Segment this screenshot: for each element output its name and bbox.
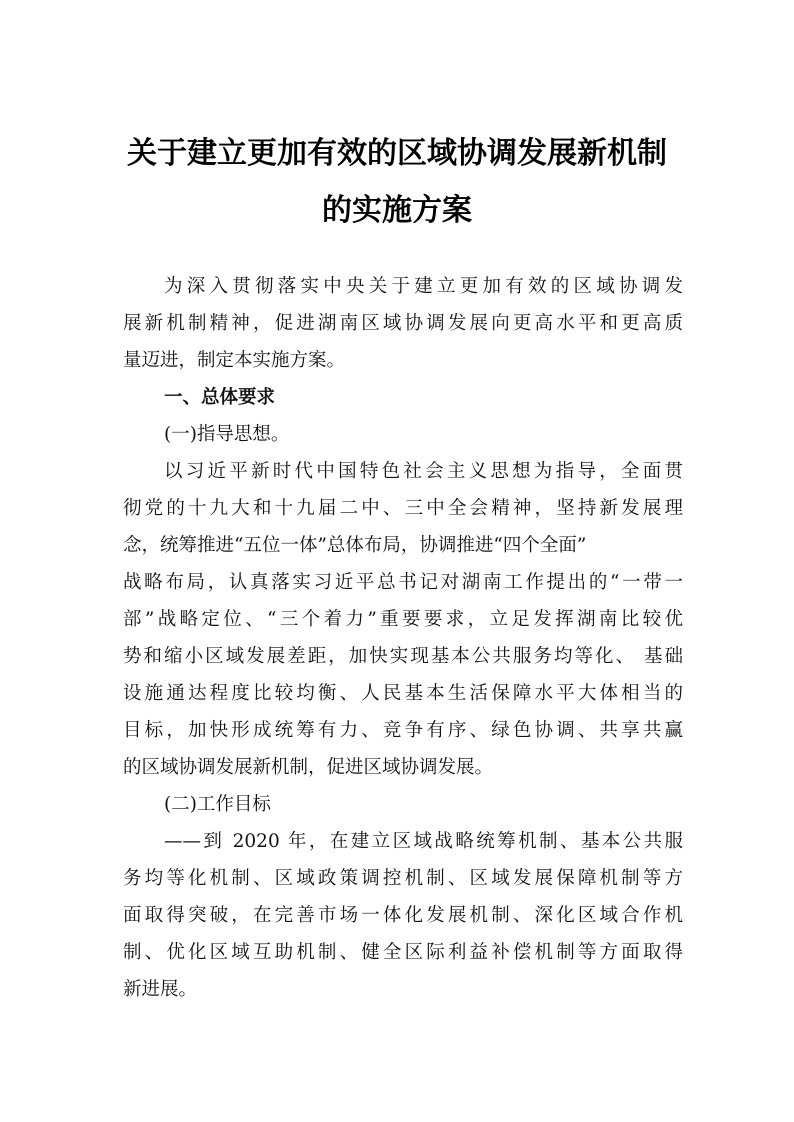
paragraph-line: 为深入贯彻落实中央关于建立更加有效的区域协调发: [164, 276, 683, 297]
paragraph-line: 展新机制精神，促进湖南区域协调发展向更高水平和更高质: [123, 313, 683, 334]
document-body: [123, 268, 683, 1008]
section-heading: 一、总体要求: [164, 387, 276, 408]
subsection-heading: (一)指导思想。: [164, 424, 290, 445]
paragraph-line: 部”战略定位、“三个着力”重要要求，立足发挥湖南比较优: [123, 609, 683, 630]
paragraph-line: 量迈进，制定本实施方案。: [123, 350, 346, 371]
document-title-line-2: 的实施方案: [322, 193, 472, 228]
paragraph-line: ——到 2020 年，在建立区域战略统筹机制、基本公共服: [164, 831, 683, 852]
paragraph-line: 以习近平新时代中国特色社会主义思想为指导，全面贯: [164, 461, 683, 482]
paragraph-line: 面取得突破，在完善市场一体化发展机制、深化区域合作机: [123, 905, 683, 926]
paragraph-line: 彻党的十九大和十九届二中、三中全会精神，坚持新发展理: [123, 498, 683, 519]
paragraph-line: 战略布局，认真落实习近平总书记对湖南工作提出的“一带一: [123, 572, 683, 593]
paragraph-line: 新进展。: [123, 979, 198, 1000]
subsection-heading: (二)工作目标: [164, 794, 271, 815]
paragraph-line: 念，统筹推进“五位一体”总体布局，协调推进“四个全面”: [123, 535, 587, 556]
paragraph-line: 制、优化区域互助机制、健全区际利益补偿机制等方面取得: [123, 942, 683, 963]
paragraph-line: 设施通达程度比较均衡、人民基本生活保障水平大体相当的: [123, 683, 683, 704]
document-title-line-1: 关于建立更加有效的区域协调发展新机制: [127, 136, 667, 171]
paragraph-line: 势和缩小区域发展差距，加快实现基本公共服务均等化、 基础: [123, 646, 683, 667]
paragraph-line: 务均等化机制、区域政策调控机制、区域发展保障机制等方: [123, 868, 683, 889]
paragraph-line: 目标，加快形成统筹有力、竞争有序、绿色协调、共享共赢: [123, 720, 683, 741]
paragraph-line: 的区域协调发展新机制，促进区域协调发展。: [123, 757, 494, 778]
